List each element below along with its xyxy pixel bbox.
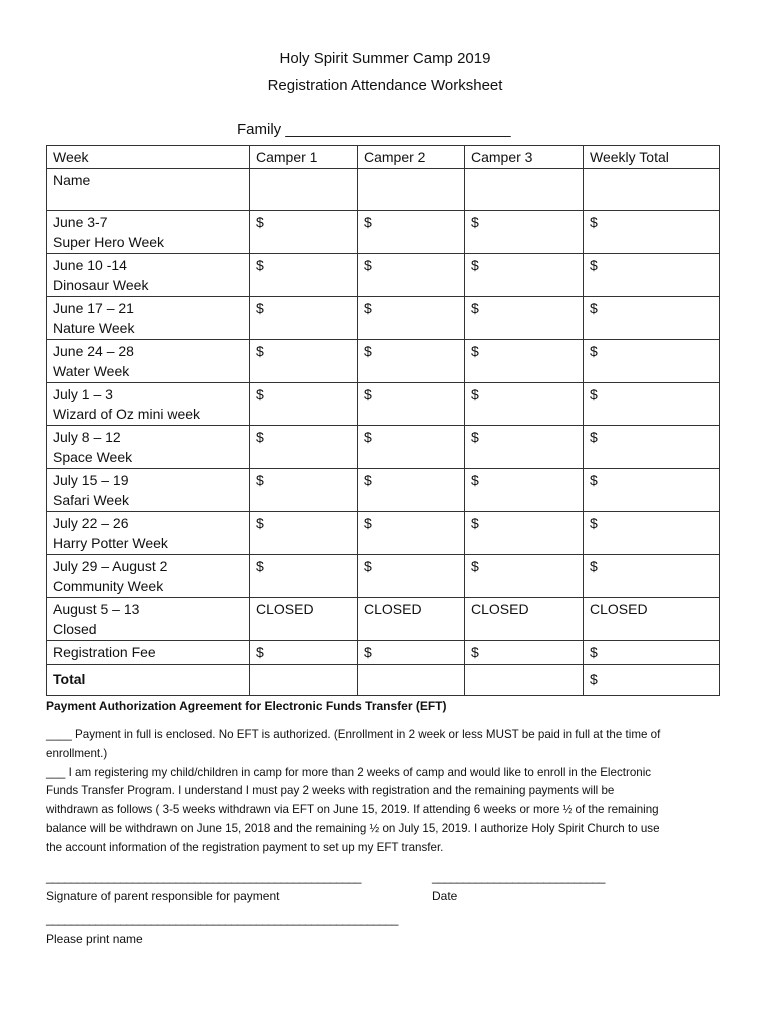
camper-3-amount-cell: CLOSED bbox=[465, 597, 584, 640]
column-header-camper-2: Camper 2 bbox=[358, 146, 465, 169]
attendance-table bbox=[46, 145, 720, 696]
camper-2-name-cell[interactable] bbox=[358, 168, 465, 210]
week-label-cell bbox=[47, 339, 250, 382]
parent-signature-line[interactable]: ___________________________________________________ bbox=[46, 870, 361, 884]
eft-option-1-line[interactable]: ____ Payment in full is enclosed. No EFT is authorized. (Enrollment in 2 week or less MUST be paid in full at the time of bbox=[46, 728, 661, 741]
camper-1-amount-cell[interactable]: $ bbox=[250, 253, 358, 296]
name-row bbox=[47, 168, 720, 210]
camper-1-amount-cell: CLOSED bbox=[250, 597, 358, 640]
camper-1-name-cell[interactable] bbox=[250, 168, 358, 210]
weekly-total-amount-cell[interactable]: $ bbox=[584, 339, 720, 382]
camper-2-amount-cell[interactable]: $ bbox=[358, 468, 465, 511]
camper-2-amount-cell[interactable]: $ bbox=[358, 511, 465, 554]
camper-3-amount-cell[interactable]: $ bbox=[465, 296, 584, 339]
camper-2-amount-cell[interactable]: $ bbox=[358, 640, 465, 664]
week-label-cell bbox=[47, 425, 250, 468]
camper-1-amount-cell[interactable]: $ bbox=[250, 511, 358, 554]
week-theme: Community Week bbox=[53, 578, 164, 594]
camper-3-total-cell[interactable] bbox=[465, 664, 584, 695]
camper-1-total-cell[interactable] bbox=[250, 664, 358, 695]
camper-2-amount-cell[interactable]: $ bbox=[358, 382, 465, 425]
table-row bbox=[47, 468, 720, 511]
camper-3-amount-cell[interactable]: $ bbox=[465, 253, 584, 296]
camper-1-amount-cell[interactable]: $ bbox=[250, 640, 358, 664]
week-dates: July 22 – 26 bbox=[53, 514, 129, 531]
week-label-cell bbox=[47, 468, 250, 511]
total-row bbox=[47, 664, 720, 695]
weekly-total-name-cell bbox=[584, 168, 720, 210]
camper-2-amount-cell[interactable]: $ bbox=[358, 210, 465, 253]
week-dates: June 24 – 28 bbox=[53, 342, 134, 359]
weekly-total-amount-cell[interactable]: $ bbox=[584, 382, 720, 425]
camper-2-total-cell[interactable] bbox=[358, 664, 465, 695]
page-subtitle: Registration Attendance Worksheet bbox=[267, 77, 503, 94]
eft-title: Payment Authorization Agreement for Electronic Funds Transfer (EFT) bbox=[46, 699, 447, 713]
week-dates: July 1 – 3 bbox=[53, 385, 113, 402]
camper-1-amount-cell[interactable]: $ bbox=[250, 425, 358, 468]
camper-2-amount-cell[interactable]: $ bbox=[358, 296, 465, 339]
column-header-week: Week bbox=[47, 146, 250, 169]
week-dates: July 8 – 12 bbox=[53, 428, 121, 445]
camper-3-amount-cell[interactable]: $ bbox=[465, 554, 584, 597]
camper-2-amount-cell[interactable]: $ bbox=[358, 554, 465, 597]
weekly-total-amount-cell[interactable]: $ bbox=[584, 640, 720, 664]
weekly-total-total-cell[interactable]: $ bbox=[584, 664, 720, 695]
week-dates: June 10 -14 bbox=[53, 256, 127, 273]
camper-3-amount-cell[interactable]: $ bbox=[465, 339, 584, 382]
week-dates: July 29 – August 2 bbox=[53, 557, 168, 574]
registration-fee-label: Registration Fee bbox=[47, 640, 250, 664]
table-row bbox=[47, 511, 720, 554]
weekly-total-amount-cell: CLOSED bbox=[584, 597, 720, 640]
week-label-cell bbox=[47, 597, 250, 640]
camper-3-amount-cell[interactable]: $ bbox=[465, 382, 584, 425]
eft-option-2-line: balance will be withdrawn on June 15, 2018 and the remaining ½ on July 15, 2019. I authorize Holy Spirit Church to use bbox=[46, 821, 660, 835]
camper-3-amount-cell[interactable]: $ bbox=[465, 210, 584, 253]
table-row bbox=[47, 253, 720, 296]
eft-option-2-line[interactable]: ___ I am registering my child/children in camp for more than 2 weeks of camp and would like to enroll in the Electronic bbox=[46, 765, 652, 779]
camper-3-amount-cell[interactable]: $ bbox=[465, 640, 584, 664]
table-header-row bbox=[47, 146, 720, 169]
camper-1-amount-cell[interactable]: $ bbox=[250, 382, 358, 425]
parent-signature-label: Signature of parent responsible for payment bbox=[46, 889, 280, 903]
camper-2-amount-cell: CLOSED bbox=[358, 597, 465, 640]
week-label-cell bbox=[47, 554, 250, 597]
print-name-label: Please print name bbox=[46, 932, 143, 946]
eft-agreement-text bbox=[46, 726, 726, 858]
week-theme: Closed bbox=[53, 621, 97, 637]
camper-1-amount-cell[interactable]: $ bbox=[250, 210, 358, 253]
eft-option-2-line: Funds Transfer Program. I understand I must pay 2 weeks with registration and the remaining payments will be bbox=[46, 784, 615, 798]
eft-option-2-line: withdrawn as follows ( 3-5 weeks withdrawn via EFT on June 15, 2019. If attending 6 weeks or more ½ of the remaining bbox=[46, 803, 659, 817]
week-label-cell bbox=[47, 253, 250, 296]
table-row bbox=[47, 382, 720, 425]
week-theme: Dinosaur Week bbox=[53, 277, 149, 293]
weekly-total-amount-cell[interactable]: $ bbox=[584, 253, 720, 296]
weekly-total-amount-cell[interactable]: $ bbox=[584, 425, 720, 468]
camper-2-amount-cell[interactable]: $ bbox=[358, 425, 465, 468]
camper-1-amount-cell[interactable]: $ bbox=[250, 296, 358, 339]
print-name-line[interactable]: _________________________________________________________ bbox=[46, 912, 398, 926]
table-row bbox=[47, 554, 720, 597]
name-label: Name bbox=[47, 168, 250, 210]
camper-3-name-cell[interactable] bbox=[465, 168, 584, 210]
week-dates: June 17 – 21 bbox=[53, 299, 134, 316]
camper-1-amount-cell[interactable]: $ bbox=[250, 468, 358, 511]
week-theme: Super Hero Week bbox=[53, 234, 165, 250]
page-title: Holy Spirit Summer Camp 2019 bbox=[279, 50, 491, 67]
weekly-total-amount-cell[interactable]: $ bbox=[584, 554, 720, 597]
column-header-camper-1: Camper 1 bbox=[250, 146, 358, 169]
camper-2-amount-cell[interactable]: $ bbox=[358, 339, 465, 382]
eft-option-1-line: enrollment.) bbox=[46, 746, 108, 760]
week-theme: Space Week bbox=[53, 449, 133, 465]
weekly-total-amount-cell[interactable]: $ bbox=[584, 468, 720, 511]
table-row bbox=[47, 597, 720, 640]
weekly-total-amount-cell[interactable]: $ bbox=[584, 296, 720, 339]
registration-fee-row bbox=[47, 640, 720, 664]
total-label: Total bbox=[47, 664, 250, 695]
weekly-total-amount-cell[interactable]: $ bbox=[584, 511, 720, 554]
camper-1-amount-cell[interactable]: $ bbox=[250, 339, 358, 382]
week-theme: Nature Week bbox=[53, 320, 135, 336]
camper-1-amount-cell[interactable]: $ bbox=[250, 554, 358, 597]
column-header-weekly-total: Weekly Total bbox=[584, 146, 720, 169]
camper-3-amount-cell[interactable]: $ bbox=[465, 468, 584, 511]
week-dates: June 3-7 bbox=[53, 213, 108, 230]
table-row bbox=[47, 296, 720, 339]
table-row bbox=[47, 425, 720, 468]
weekly-total-amount-cell[interactable]: $ bbox=[584, 210, 720, 253]
week-dates: August 5 – 13 bbox=[53, 600, 140, 617]
date-label: Date bbox=[432, 889, 458, 903]
camper-2-amount-cell[interactable]: $ bbox=[358, 253, 465, 296]
week-label-cell bbox=[47, 210, 250, 253]
week-theme: Harry Potter Week bbox=[53, 535, 168, 551]
week-dates: July 15 – 19 bbox=[53, 471, 129, 488]
week-label-cell bbox=[47, 511, 250, 554]
camper-3-amount-cell[interactable]: $ bbox=[465, 425, 584, 468]
week-label-cell bbox=[47, 296, 250, 339]
week-theme: Water Week bbox=[53, 363, 130, 379]
family-name-field[interactable]: Family ___________________________ bbox=[237, 121, 511, 138]
table-row bbox=[47, 210, 720, 253]
week-theme: Wizard of Oz mini week bbox=[53, 406, 201, 422]
camper-3-amount-cell[interactable]: $ bbox=[465, 511, 584, 554]
table-row bbox=[47, 339, 720, 382]
week-label-cell bbox=[47, 382, 250, 425]
column-header-camper-3: Camper 3 bbox=[465, 146, 584, 169]
week-theme: Safari Week bbox=[53, 492, 129, 508]
eft-option-2-line: the account information of the registration payment to set up my EFT transfer. bbox=[46, 840, 444, 854]
date-line[interactable]: ____________________________ bbox=[432, 870, 605, 884]
